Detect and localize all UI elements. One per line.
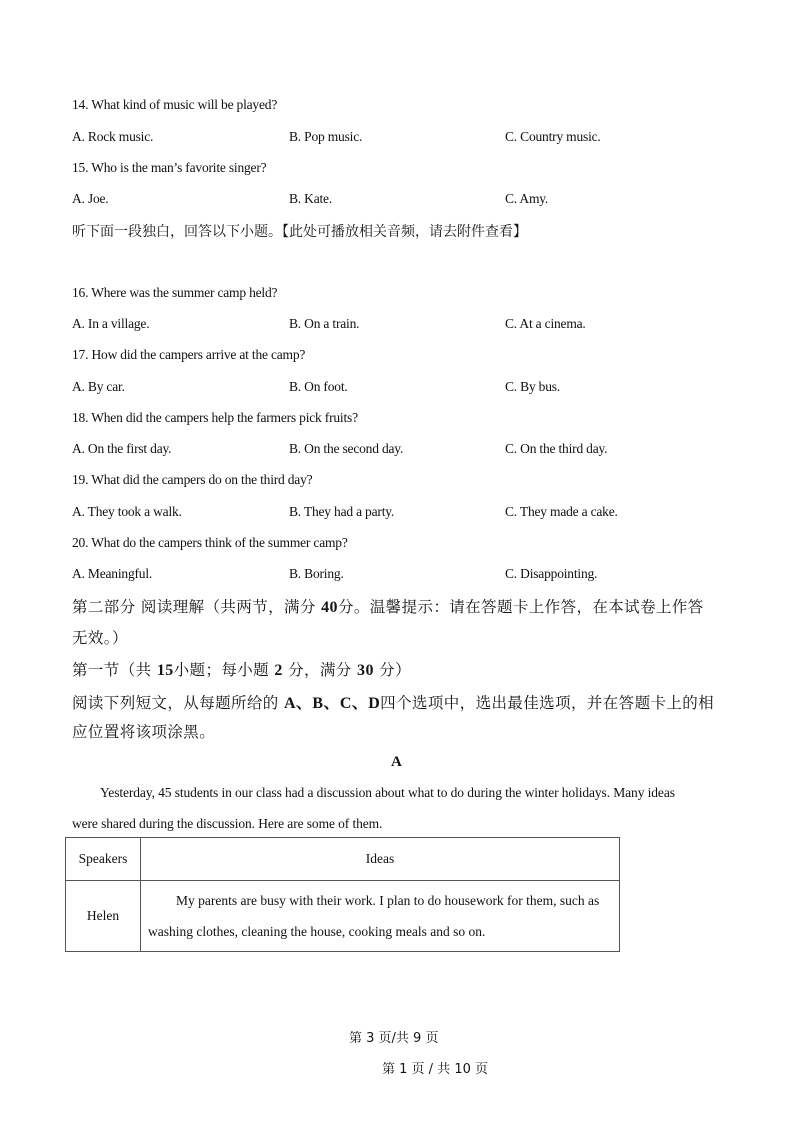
header-speakers: Speakers (66, 838, 141, 881)
question-number: 16. (72, 285, 89, 300)
heading-text: 第一节（共 (72, 661, 157, 679)
points-total: 30 (357, 662, 374, 679)
option-c: C. Country music. (505, 129, 601, 144)
heading-text: 小题；每小题 (173, 661, 275, 679)
table-row (66, 881, 620, 952)
question-number: 14. (72, 97, 89, 112)
heading-text: 分） (373, 661, 411, 679)
option-b: B. On foot. (289, 379, 348, 394)
option-a: A. In a village. (72, 316, 150, 331)
inner-page-number: 第 3 页/共 9 页 (349, 1031, 439, 1046)
passage-intro-line1: Yesterday, 45 students in our class had a discussion about what to do during the winter holidays. Many ideas (100, 785, 675, 800)
question-17 (72, 347, 305, 363)
question-16 (72, 285, 277, 301)
question-text: What do the campers think of the summer camp? (91, 535, 348, 550)
option-a: A. Rock music. (72, 129, 154, 144)
speaker-cell: Helen (66, 881, 141, 952)
question-20 (72, 535, 348, 551)
option-b: B. On the second day. (289, 441, 404, 456)
option-a: A. Meaningful. (72, 566, 153, 581)
heading-text: 分。温馨提示：请在答题卡上作答，在本试卷上作答 (337, 598, 704, 616)
question-number: 20. (72, 535, 89, 550)
option-b: B. Boring. (289, 566, 344, 581)
instruction-text: 四个选项中，选出最佳选项，并在答题卡上的相 (380, 694, 715, 712)
part-two-heading (72, 595, 704, 617)
option-a: A. On the first day. (72, 441, 172, 456)
heading-text: 分，满分 (282, 661, 358, 679)
question-18 (72, 410, 358, 426)
question-text: How did the campers arrive at the camp? (91, 347, 306, 362)
passage-intro-line2: were shared during the discussion. Here are some of them. (72, 816, 383, 831)
instruction-text: 阅读下列短文，从每题所给的 (72, 694, 285, 712)
question-text: When did the campers help the farmers pick fruits? (91, 410, 358, 425)
option-b: B. They had a party. (289, 504, 395, 519)
option-a: A. By car. (72, 379, 125, 394)
option-a: A. Joe. (72, 191, 109, 206)
option-c: C. At a cinema. (505, 316, 586, 331)
idea-cell: My parents are busy with their work. I plan to do housework for them, such as washing clothes, cleaning the house, cooking meals and so on. (141, 881, 620, 952)
question-number: 15. (72, 160, 89, 175)
question-19 (72, 472, 312, 488)
question-text: What did the campers do on the third day? (91, 472, 313, 487)
option-b: B. Kate. (289, 191, 333, 206)
header-ideas: Ideas (141, 838, 620, 881)
heading-text: 第二部分 阅读理解（共两节，满分 (72, 598, 322, 616)
question-number: 18. (72, 410, 89, 425)
question-number: 17. (72, 347, 89, 362)
question-count: 15 (156, 662, 174, 679)
choice-letters: A、B、C、D (284, 695, 381, 712)
option-c: C. They made a cake. (505, 504, 618, 519)
option-b: B. Pop music. (289, 129, 363, 144)
part-two-heading-line2: 无效。） (72, 629, 128, 647)
ideas-table (65, 837, 620, 952)
outer-page-number: 第 1 页 / 共 10 页 (382, 1062, 488, 1077)
question-number: 19. (72, 472, 89, 487)
passage-title: A (391, 754, 402, 770)
question-text: Where was the summer camp held? (91, 285, 278, 300)
table-header-row (66, 838, 620, 881)
question-text: Who is the man’s favorite singer? (91, 160, 267, 175)
question-15 (72, 160, 266, 176)
section-one-heading (72, 658, 411, 680)
option-c: C. On the third day. (505, 441, 608, 456)
option-c: C. By bus. (505, 379, 561, 394)
option-c: C. Disappointing. (505, 566, 598, 581)
option-b: B. On a train. (289, 316, 360, 331)
reading-instruction (72, 690, 714, 713)
points-each: 2 (274, 662, 283, 679)
monologue-instruction: 听下面一段独白，回答以下小题。【此处可播放相关音频，请去附件查看】 (72, 224, 527, 240)
reading-instruction-line2: 应位置将该项涂黑。 (72, 723, 216, 741)
heading-points: 40 (321, 599, 338, 616)
question-14 (72, 97, 277, 113)
option-c: C. Amy. (505, 191, 549, 206)
option-a: A. They took a walk. (72, 504, 182, 519)
question-text: What kind of music will be played? (91, 97, 278, 112)
